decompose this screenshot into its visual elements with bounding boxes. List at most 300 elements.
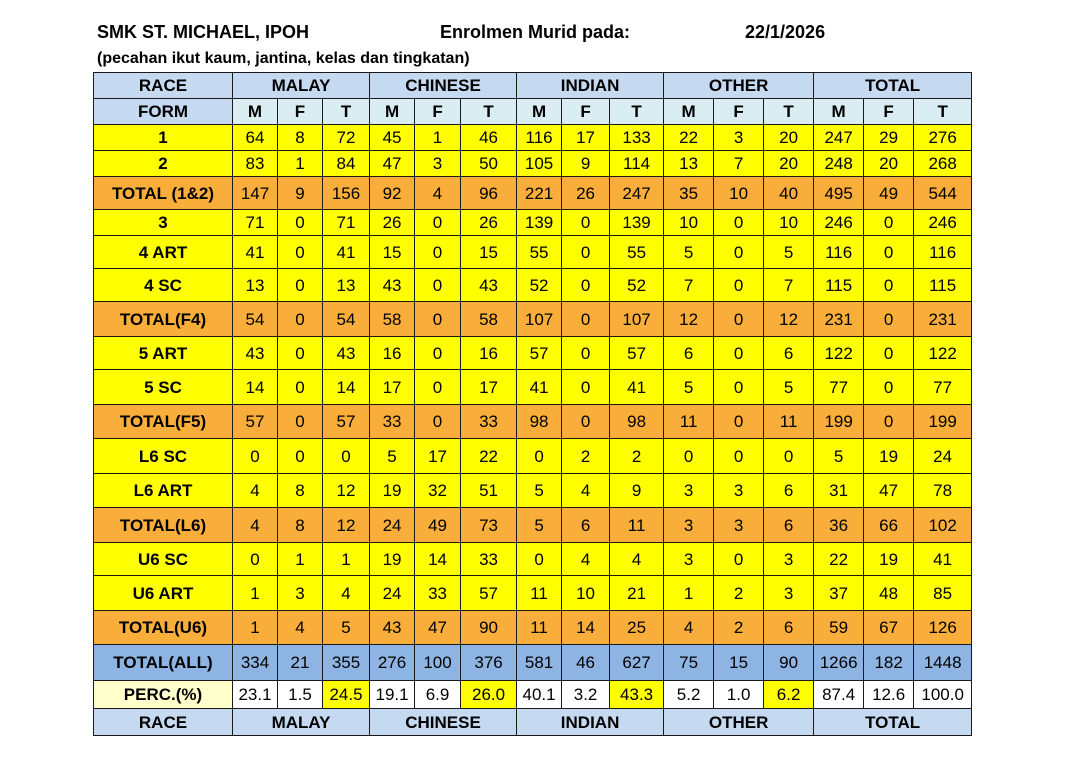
cell-other-m: 12 [664, 302, 714, 337]
cell-indian-m: 116 [517, 125, 562, 151]
table-row [94, 611, 972, 645]
cell-malay-t: 1 [323, 543, 370, 576]
cell-malay-m: 1 [233, 611, 278, 645]
cell-chinese-f: 14 [415, 543, 461, 576]
subheader-other-f: F [714, 99, 764, 125]
cell-other-m: 6 [664, 337, 714, 370]
cell-total-t: 231 [914, 302, 972, 337]
cell-total-f: 0 [864, 405, 914, 439]
cell-total-f: 0 [864, 210, 914, 236]
cell-total-t: 41 [914, 543, 972, 576]
cell-malay-f: 9 [278, 177, 323, 210]
cell-indian-f: 0 [562, 337, 610, 370]
cell-indian-t: 55 [610, 236, 664, 269]
cell-other-t: 0 [764, 439, 814, 474]
cell-total-m: 37 [814, 576, 864, 611]
table-row [94, 576, 972, 611]
cell-total-f: 29 [864, 125, 914, 151]
subheader-indian-t: T [610, 99, 664, 125]
table-row [94, 543, 972, 576]
cell-other-f: 3 [714, 125, 764, 151]
cell-malay-t: 156 [323, 177, 370, 210]
cell-malay-m: 0 [233, 439, 278, 474]
row-label: U6 SC [94, 543, 233, 576]
row-label: 1 [94, 125, 233, 151]
cell-chinese-m: 47 [370, 151, 415, 177]
cell-indian-m: 5 [517, 474, 562, 508]
cell-chinese-t: 33 [461, 405, 517, 439]
cell-chinese-t: 33 [461, 543, 517, 576]
cell-total-f: 47 [864, 474, 914, 508]
enrolment-label: Enrolmen Murid pada: [440, 22, 631, 42]
cell-malay-f: 0 [278, 370, 323, 405]
subheader-other-t: T [764, 99, 814, 125]
cell-indian-f: 14 [562, 611, 610, 645]
percent-total-t: 100.0 [914, 681, 972, 709]
cell-chinese-t: 43 [461, 269, 517, 302]
cell-total-m: 247 [814, 125, 864, 151]
cell-indian-t: 247 [610, 177, 664, 210]
cell-malay-f: 0 [278, 439, 323, 474]
cell-indian-f: 0 [562, 405, 610, 439]
cell-total-t: 199 [914, 405, 972, 439]
row-label: 2 [94, 151, 233, 177]
cell-other-f: 0 [714, 337, 764, 370]
cell-total-f: 48 [864, 576, 914, 611]
cell-indian-t: 98 [610, 405, 664, 439]
cell-malay-m: 54 [233, 302, 278, 337]
cell-chinese-m: 92 [370, 177, 415, 210]
cell-chinese-m: 17 [370, 370, 415, 405]
cell-chinese-f: 33 [415, 576, 461, 611]
cell-total-f: 182 [864, 645, 914, 681]
cell-total-m: 246 [814, 210, 864, 236]
cell-chinese-t: 90 [461, 611, 517, 645]
cell-other-m: 0 [664, 439, 714, 474]
cell-malay-f: 8 [278, 474, 323, 508]
cell-other-f: 0 [714, 405, 764, 439]
cell-indian-m: 0 [517, 543, 562, 576]
cell-chinese-m: 33 [370, 405, 415, 439]
race-footer-row [94, 709, 972, 736]
cell-chinese-f: 0 [415, 405, 461, 439]
percent-other-f: 1.0 [714, 681, 764, 709]
cell-total-f: 67 [864, 611, 914, 645]
cell-indian-t: 41 [610, 370, 664, 405]
cell-other-m: 4 [664, 611, 714, 645]
subheader-total-f: F [864, 99, 914, 125]
cell-chinese-m: 15 [370, 236, 415, 269]
cell-other-f: 0 [714, 269, 764, 302]
percent-chinese-t: 26.0 [461, 681, 517, 709]
cell-indian-m: 107 [517, 302, 562, 337]
cell-total-t: 126 [914, 611, 972, 645]
cell-indian-t: 133 [610, 125, 664, 151]
cell-indian-f: 0 [562, 236, 610, 269]
cell-chinese-f: 0 [415, 337, 461, 370]
cell-indian-m: 5 [517, 508, 562, 543]
cell-other-f: 0 [714, 210, 764, 236]
cell-total-f: 66 [864, 508, 914, 543]
cell-total-m: 116 [814, 236, 864, 269]
cell-malay-t: 0 [323, 439, 370, 474]
cell-other-t: 5 [764, 370, 814, 405]
table-row [94, 337, 972, 370]
table-row [94, 151, 972, 177]
cell-malay-f: 1 [278, 151, 323, 177]
footer-group-total: TOTAL [814, 709, 972, 736]
cell-indian-f: 4 [562, 474, 610, 508]
cell-other-m: 7 [664, 269, 714, 302]
cell-indian-f: 0 [562, 302, 610, 337]
table-row [94, 269, 972, 302]
cell-malay-t: 41 [323, 236, 370, 269]
cell-malay-t: 71 [323, 210, 370, 236]
cell-total-m: 22 [814, 543, 864, 576]
cell-total-t: 544 [914, 177, 972, 210]
cell-chinese-m: 26 [370, 210, 415, 236]
row-label: TOTAL(F4) [94, 302, 233, 337]
cell-other-f: 0 [714, 236, 764, 269]
cell-chinese-m: 24 [370, 576, 415, 611]
cell-malay-f: 0 [278, 236, 323, 269]
form-label: FORM [94, 99, 233, 125]
row-label: U6 ART [94, 576, 233, 611]
cell-chinese-f: 47 [415, 611, 461, 645]
cell-other-t: 10 [764, 210, 814, 236]
table-row [94, 405, 972, 439]
cell-chinese-t: 57 [461, 576, 517, 611]
cell-chinese-f: 1 [415, 125, 461, 151]
cell-malay-t: 54 [323, 302, 370, 337]
cell-malay-m: 334 [233, 645, 278, 681]
cell-malay-f: 0 [278, 269, 323, 302]
cell-indian-f: 0 [562, 210, 610, 236]
cell-indian-t: 4 [610, 543, 664, 576]
table-row [94, 508, 972, 543]
cell-chinese-f: 3 [415, 151, 461, 177]
cell-chinese-t: 16 [461, 337, 517, 370]
cell-other-m: 35 [664, 177, 714, 210]
cell-chinese-t: 46 [461, 125, 517, 151]
cell-total-f: 0 [864, 269, 914, 302]
table-row [94, 210, 972, 236]
table-row [94, 370, 972, 405]
cell-indian-t: 57 [610, 337, 664, 370]
subheader-malay-t: T [323, 99, 370, 125]
cell-other-t: 90 [764, 645, 814, 681]
cell-chinese-m: 43 [370, 611, 415, 645]
cell-other-t: 20 [764, 151, 814, 177]
cell-indian-f: 26 [562, 177, 610, 210]
table-row [94, 474, 972, 508]
cell-indian-m: 581 [517, 645, 562, 681]
cell-malay-m: 57 [233, 405, 278, 439]
cell-total-t: 122 [914, 337, 972, 370]
cell-indian-f: 2 [562, 439, 610, 474]
cell-total-m: 231 [814, 302, 864, 337]
percent-other-t: 6.2 [764, 681, 814, 709]
cell-indian-t: 9 [610, 474, 664, 508]
cell-chinese-m: 24 [370, 508, 415, 543]
cell-other-t: 6 [764, 474, 814, 508]
table-row [94, 302, 972, 337]
group-header-indian: INDIAN [517, 73, 664, 99]
cell-other-t: 6 [764, 611, 814, 645]
cell-total-f: 0 [864, 302, 914, 337]
cell-other-f: 0 [714, 543, 764, 576]
percent-malay-f: 1.5 [278, 681, 323, 709]
cell-other-f: 0 [714, 439, 764, 474]
cell-indian-m: 11 [517, 576, 562, 611]
cell-other-m: 5 [664, 370, 714, 405]
cell-other-t: 6 [764, 508, 814, 543]
cell-total-m: 5 [814, 439, 864, 474]
cell-indian-m: 11 [517, 611, 562, 645]
cell-chinese-m: 5 [370, 439, 415, 474]
cell-indian-m: 52 [517, 269, 562, 302]
cell-malay-m: 64 [233, 125, 278, 151]
percent-malay-m: 23.1 [233, 681, 278, 709]
cell-malay-m: 43 [233, 337, 278, 370]
cell-chinese-m: 16 [370, 337, 415, 370]
cell-malay-t: 355 [323, 645, 370, 681]
cell-indian-t: 2 [610, 439, 664, 474]
cell-other-t: 40 [764, 177, 814, 210]
cell-total-t: 1448 [914, 645, 972, 681]
cell-indian-f: 17 [562, 125, 610, 151]
cell-total-t: 276 [914, 125, 972, 151]
subheader-indian-f: F [562, 99, 610, 125]
row-label: L6 ART [94, 474, 233, 508]
subheader-chinese-f: F [415, 99, 461, 125]
cell-total-m: 248 [814, 151, 864, 177]
enrolment-table [93, 72, 972, 736]
cell-total-m: 1266 [814, 645, 864, 681]
percentage-label: PERC.(%) [94, 681, 233, 709]
cell-malay-f: 0 [278, 210, 323, 236]
cell-other-t: 11 [764, 405, 814, 439]
cell-chinese-t: 50 [461, 151, 517, 177]
cell-malay-f: 21 [278, 645, 323, 681]
cell-indian-m: 0 [517, 439, 562, 474]
cell-malay-t: 12 [323, 474, 370, 508]
cell-total-m: 36 [814, 508, 864, 543]
cell-other-m: 3 [664, 474, 714, 508]
percent-chinese-f: 6.9 [415, 681, 461, 709]
school-name: SMK ST. MICHAEL, IPOH [97, 22, 310, 42]
cell-indian-t: 11 [610, 508, 664, 543]
cell-chinese-f: 0 [415, 370, 461, 405]
cell-other-t: 6 [764, 337, 814, 370]
row-label: 5 SC [94, 370, 233, 405]
cell-other-m: 10 [664, 210, 714, 236]
cell-other-f: 3 [714, 474, 764, 508]
cell-total-t: 246 [914, 210, 972, 236]
cell-malay-m: 41 [233, 236, 278, 269]
subheader-indian-m: M [517, 99, 562, 125]
cell-chinese-f: 32 [415, 474, 461, 508]
row-label: L6 SC [94, 439, 233, 474]
subheader-chinese-m: M [370, 99, 415, 125]
table-row [94, 236, 972, 269]
cell-indian-m: 41 [517, 370, 562, 405]
cell-malay-t: 14 [323, 370, 370, 405]
cell-chinese-f: 0 [415, 236, 461, 269]
cell-total-m: 59 [814, 611, 864, 645]
cell-total-t: 78 [914, 474, 972, 508]
cell-other-f: 0 [714, 302, 764, 337]
subheader-other-m: M [664, 99, 714, 125]
cell-other-t: 20 [764, 125, 814, 151]
percent-indian-f: 3.2 [562, 681, 610, 709]
cell-total-t: 115 [914, 269, 972, 302]
cell-other-m: 3 [664, 543, 714, 576]
cell-total-t: 116 [914, 236, 972, 269]
cell-chinese-t: 73 [461, 508, 517, 543]
cell-malay-m: 1 [233, 576, 278, 611]
cell-total-t: 268 [914, 151, 972, 177]
footer-group-chinese: CHINESE [370, 709, 517, 736]
cell-chinese-m: 19 [370, 543, 415, 576]
cell-other-t: 3 [764, 543, 814, 576]
row-label: TOTAL (1&2) [94, 177, 233, 210]
table-row [94, 439, 972, 474]
cell-malay-m: 14 [233, 370, 278, 405]
percent-malay-t: 24.5 [323, 681, 370, 709]
percent-total-f: 12.6 [864, 681, 914, 709]
cell-total-m: 115 [814, 269, 864, 302]
row-label: 5 ART [94, 337, 233, 370]
cell-other-f: 0 [714, 370, 764, 405]
cell-other-f: 10 [714, 177, 764, 210]
cell-malay-t: 4 [323, 576, 370, 611]
cell-indian-m: 98 [517, 405, 562, 439]
cell-malay-f: 0 [278, 337, 323, 370]
cell-indian-f: 6 [562, 508, 610, 543]
cell-chinese-t: 22 [461, 439, 517, 474]
cell-indian-t: 25 [610, 611, 664, 645]
cell-total-m: 31 [814, 474, 864, 508]
cell-malay-m: 83 [233, 151, 278, 177]
cell-indian-t: 139 [610, 210, 664, 236]
cell-indian-t: 21 [610, 576, 664, 611]
cell-chinese-m: 276 [370, 645, 415, 681]
cell-chinese-m: 19 [370, 474, 415, 508]
cell-other-f: 7 [714, 151, 764, 177]
cell-malay-f: 0 [278, 302, 323, 337]
subtitle: (pecahan ikut kaum, jantina, kelas dan tingkatan) [97, 50, 470, 67]
cell-malay-t: 84 [323, 151, 370, 177]
cell-indian-f: 46 [562, 645, 610, 681]
form-header-row [94, 99, 972, 125]
table-row [94, 645, 972, 681]
cell-malay-t: 13 [323, 269, 370, 302]
cell-total-t: 77 [914, 370, 972, 405]
cell-malay-m: 147 [233, 177, 278, 210]
cell-chinese-f: 0 [415, 302, 461, 337]
cell-other-f: 3 [714, 508, 764, 543]
group-header-other: OTHER [664, 73, 814, 99]
cell-total-f: 0 [864, 337, 914, 370]
cell-indian-t: 627 [610, 645, 664, 681]
cell-chinese-t: 26 [461, 210, 517, 236]
subheader-total-t: T [914, 99, 972, 125]
cell-chinese-f: 17 [415, 439, 461, 474]
cell-indian-f: 0 [562, 370, 610, 405]
cell-chinese-f: 0 [415, 269, 461, 302]
subheader-chinese-t: T [461, 99, 517, 125]
cell-indian-t: 114 [610, 151, 664, 177]
group-header-chinese: CHINESE [370, 73, 517, 99]
row-label: 3 [94, 210, 233, 236]
cell-total-m: 199 [814, 405, 864, 439]
cell-total-t: 102 [914, 508, 972, 543]
cell-indian-m: 55 [517, 236, 562, 269]
percent-chinese-m: 19.1 [370, 681, 415, 709]
race-label: RACE [94, 73, 233, 99]
subheader-malay-f: F [278, 99, 323, 125]
cell-malay-f: 0 [278, 405, 323, 439]
cell-indian-t: 107 [610, 302, 664, 337]
row-label: TOTAL(U6) [94, 611, 233, 645]
group-header-malay: MALAY [233, 73, 370, 99]
cell-indian-f: 0 [562, 269, 610, 302]
cell-total-t: 24 [914, 439, 972, 474]
enrolment-date: 22/1/2026 [745, 22, 826, 42]
percent-total-m: 87.4 [814, 681, 864, 709]
cell-chinese-t: 58 [461, 302, 517, 337]
cell-indian-m: 139 [517, 210, 562, 236]
cell-malay-f: 4 [278, 611, 323, 645]
cell-other-t: 5 [764, 236, 814, 269]
cell-other-m: 1 [664, 576, 714, 611]
cell-other-m: 5 [664, 236, 714, 269]
cell-total-t: 85 [914, 576, 972, 611]
cell-malay-f: 1 [278, 543, 323, 576]
cell-chinese-t: 376 [461, 645, 517, 681]
race-header-row [94, 73, 972, 99]
percent-indian-t: 43.3 [610, 681, 664, 709]
footer-group-other: OTHER [664, 709, 814, 736]
cell-total-f: 0 [864, 236, 914, 269]
cell-indian-f: 10 [562, 576, 610, 611]
cell-chinese-t: 51 [461, 474, 517, 508]
cell-chinese-f: 49 [415, 508, 461, 543]
cell-other-m: 3 [664, 508, 714, 543]
subheader-total-m: M [814, 99, 864, 125]
cell-other-m: 13 [664, 151, 714, 177]
cell-chinese-t: 96 [461, 177, 517, 210]
cell-malay-m: 0 [233, 543, 278, 576]
cell-other-f: 2 [714, 576, 764, 611]
cell-total-m: 77 [814, 370, 864, 405]
subheader-malay-m: M [233, 99, 278, 125]
cell-other-t: 7 [764, 269, 814, 302]
cell-total-m: 122 [814, 337, 864, 370]
cell-other-m: 11 [664, 405, 714, 439]
cell-malay-m: 71 [233, 210, 278, 236]
cell-indian-m: 221 [517, 177, 562, 210]
cell-chinese-t: 17 [461, 370, 517, 405]
cell-indian-m: 57 [517, 337, 562, 370]
table-row [94, 177, 972, 210]
cell-other-t: 12 [764, 302, 814, 337]
cell-chinese-m: 43 [370, 269, 415, 302]
cell-total-f: 19 [864, 439, 914, 474]
cell-indian-t: 52 [610, 269, 664, 302]
row-label: TOTAL(L6) [94, 508, 233, 543]
